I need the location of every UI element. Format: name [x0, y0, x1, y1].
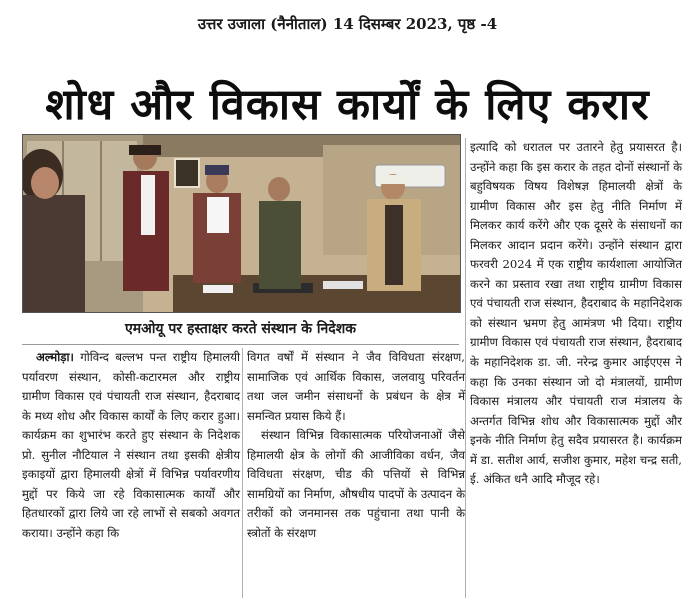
article-column-2 [247, 348, 465, 543]
article-paragraph: इत्यादि को धरातल पर उतारने हेतु प्रयासरत है। उन्होंने कहा कि इस करार के तहत दोनों संस्थानों के बहुविषयक विषय विशेषज्ञ हिमालयी क्षेत्रों के ग्रामीण विकास और इस हेतु नीति निर्माण में मिलकर कार्य करेंगे और एक दूसरे के संसाधनों का मिलकर आदान प्रदान करेंगे। उन्होंने संस्थान द्वारा फरवरी 2024 में एक राष्ट्रीय कार्यशाला आयोजित करने का प्रस्ताव रखा तथा राष्ट्रीय ग्रामीण विकास एवं पंचायती राज संस्थान, हैदराबाद के महानिदेशक को संस्थान भ्रमण हेतु आमंत्रण भी दिया। राष्ट्रीय ग्रामीण विकास एवं पंचायती राज संस्थान, हैदराबाद के महानिदेशक डा. जी. नरेन्द्र कुमार आईएएस ने कहा कि उनका संस्थान जो दो मंत्रालयों, ग्रामीण विकास मंत्रालय और पंचायती राज मंत्रालय के अन्तर्गत विभिन्न शोध और विकासात्मक मुद्दों और इनके नीति निर्माण हेतु सदैव प्रयासरत है। कार्यक्रम में डा. सतीश आर्य, सजीश कुमार, महेश चन्द्र सती, ई. अंकित धनै आदि मौजूद रहे। [470, 140, 682, 487]
dateline: अल्मोड़ा। [36, 350, 74, 364]
article-column-3 [470, 138, 682, 490]
news-photo [22, 134, 461, 313]
photo-caption: एमओयू पर हस्ताक्षर करते संस्थान के निदेशक [22, 312, 459, 345]
headline: शोध और विकास कार्यों के लिए करार [45, 79, 650, 130]
article-paragraph: विगत वर्षों में संस्थान ने जैव विविधता संरक्षण, सामाजिक एवं आर्थिक विकास, जलवायु परिवर्तन तथा जल जमीन संसाधनों के प्रबंधन के क्षेत्र में समन्वित प्रयास किये हैं। [247, 350, 465, 423]
article-paragraph: संस्थान विभिन्न विकासात्मक परियोजनाओं जैसे हिमालयी क्षेत्र के लोगों की आजीविका वर्धन, जैव विविधता संरक्षण, चीड की पत्तियों से विभिन्न सामग्रियों का निर्माण, औषधीय पादपों के उत्पादन के तरीकों को जनमानस तक पहुंचाना तथा पानी के स्त्रोतों के संरक्षण [247, 428, 465, 540]
article-text: गोविन्द बल्लभ पन्त राष्ट्रीय हिमालयी पर्यावरण संस्थान, कोसी-कटारमल और राष्ट्रीय ग्रामीण विकास एवं पंचायती राज संस्थान, हैदराबाद के मध्य शोध और विकास कार्यों के लिए करार हुआ। कार्यक्रम का शुभारंभ करते हुए संस्थान के निदेशक प्रो. सुनील नौटियाल ने संस्थान तथा इसकी क्षेत्रीय इकाइयों द्वारा हिमालयी क्षेत्रों में विभिन्न पर्यावरणीय मुद्दों पर किये जा रहे विकासात्मक कार्यों और हितधारकों द्वारा लिये जा रहे लाभों से सबको अवगत कराया। उन्होंने कहा कि [22, 350, 240, 540]
column-divider [465, 138, 466, 598]
article-column-1 [22, 348, 240, 543]
column-divider [242, 348, 243, 598]
masthead-dateline: उत्तर उजाला (नैनीताल) 14 दिसम्बर 2023, पृष्ठ -4 [197, 15, 498, 33]
